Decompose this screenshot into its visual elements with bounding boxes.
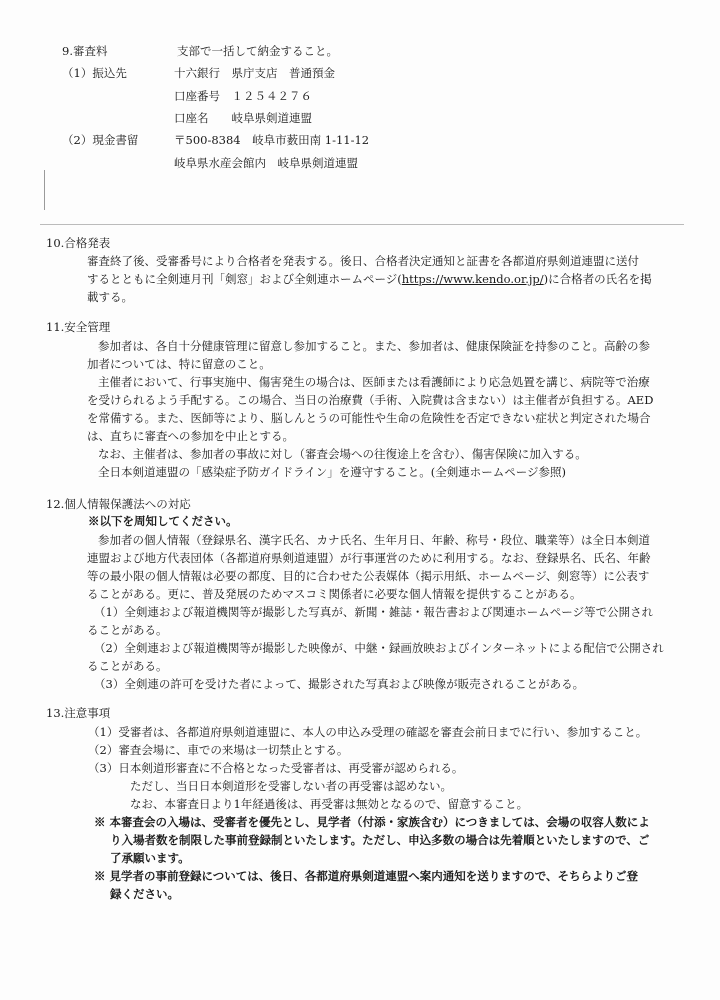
- address-line-2: 岐阜県水産会館内 岐阜県剣道連盟: [174, 156, 358, 170]
- section-9-heading: 9.審査料: [62, 44, 108, 58]
- section-12-line: 等の最小限の個人情報は必要の都度、目的に合わせた公表媒体（掲示用紙、ホームページ、剣窓等）に公表す: [87, 569, 650, 583]
- section-10-heading: 10.合格発表: [46, 236, 111, 250]
- section-13-item: なお、本審査日より1年経過後は、再受審は無効となるので、留意すること。: [130, 797, 529, 811]
- section-12-item: （1）全剣連および報道機関等が撮影した写真が、新聞・雑誌・報告書および関連ホームページ等で公開され: [94, 605, 654, 619]
- section-13-item: （1）受審者は、各都道府県剣道連盟に、本人の申込み受理の確認を審査会前日までに行い、参加すること。: [88, 725, 648, 739]
- kendo-website-link[interactable]: https://www.kendo.or.jp/: [401, 272, 544, 286]
- section-9-description: 支部で一括して納金すること。: [177, 44, 338, 58]
- section-10-line: [87, 272, 652, 287]
- section-13-item: ただし、当日日本剣道形を受審しない者の再受審は認めない。: [130, 779, 452, 793]
- section-12-item: ることがある。: [87, 623, 168, 637]
- section-12-notice: ※以下を周知してください。: [88, 514, 238, 528]
- bank-name: 十六銀行 県庁支店 普通預金: [174, 66, 335, 80]
- section-12-item: （3）全剣連の許可を受けた者によって、撮影された写真および映像が販売されることがある。: [94, 677, 585, 691]
- section-11-heading: 11.安全管理: [46, 320, 111, 334]
- section-11-line: 全日本剣道連盟の「感染症予防ガイドライン」を遵守すること。(全剣連ホームページ参照): [98, 465, 567, 479]
- section-13-note: ※ 本審査会の入場は、受審者を優先とし、見学者（付添・家族含む）につきましては、会場の収容人数によ: [94, 815, 650, 829]
- section-13-item: （3）日本剣道形審査に不合格となった受審者は、再受審が認められる。: [88, 761, 464, 775]
- section-13-note: ※ 見学者の事前登録については、後日、各都道府県剣道連盟へ案内通知を送りますので、そちらよりご登: [94, 869, 639, 883]
- section-12-heading: 12.個人情報保護法への対応: [46, 497, 191, 511]
- section-11-line: なお、主催者は、参加者の事故に対し（審査会場への往復途上を含む）、傷害保険に加入する。: [98, 447, 587, 461]
- section-10-line-part: )に合格者の氏名を掲: [543, 272, 652, 286]
- section-12-line: ることがある。更に、普及発展のためマスコミ関係者に必要な個人情報を提供することがある。: [87, 587, 582, 601]
- section-11-line: を受けられるよう手配する。この場合、当日の治療費（手術、入院費は含まない）は主催者が負担する。AED: [87, 393, 654, 407]
- section-12-item: （2）全剣連および報道機関等が撮影した映像が、中継・録画放映およびインターネットによる配信で公開され: [94, 641, 664, 655]
- section-13-note: 録ください。: [110, 887, 179, 901]
- section-13-note: 了承願います。: [110, 851, 190, 865]
- section-11-line: 加者については、特に留意のこと。: [87, 357, 271, 371]
- section-10-line-part: するとともに全剣連月刊「剣窓」および全剣連ホームページ(: [87, 272, 402, 286]
- account-name: 口座名 岐阜県剣道連盟: [174, 111, 312, 125]
- section-12-line: 参加者の個人情報（登録県名、漢字氏名、カナ氏名、生年月日、年齢、称号・段位、職業等）は全日本剣道: [98, 533, 650, 547]
- scan-divider-line: [40, 224, 684, 225]
- section-13-heading: 13.注意事項: [46, 706, 111, 720]
- account-number: 口座番号 １２５４２７６: [174, 89, 312, 103]
- section-12-line: 連盟および地方代表団体（各都道府県剣道連盟）が行事運営のために利用する。なお、登録県名、氏名、年齢: [87, 551, 651, 565]
- section-11-line: を常備する。また、医師等により、脳しんとうの可能性や生命の危険性を否定できない症状と判定された場合: [87, 411, 651, 425]
- section-11-line: は、直ちに審査への参加を中止とする。: [87, 429, 294, 443]
- section-10-line: 審査終了後、受審番号により合格者を発表する。後日、合格者決定通知と証書を各都道府県剣道連盟に送付: [87, 254, 639, 268]
- scan-edge-line: [44, 170, 45, 210]
- section-10-line: 載する。: [87, 290, 133, 304]
- transfer-label: （1）振込先: [62, 66, 127, 80]
- cash-registered-label: （2）現金書留: [62, 133, 139, 147]
- section-12-item: ることがある。: [87, 659, 168, 673]
- address-line-1: 〒500-8384 岐阜市薮田南 1-11-12: [174, 133, 370, 147]
- section-13-note: り入場者数を制限した事前登録制といたします。ただし、申込多数の場合は先着順といたしますので、ご: [110, 833, 650, 847]
- section-13-item: （2）審査会場に、車での来場は一切禁止とする。: [88, 743, 349, 757]
- section-11-line: 主催者において、行事実施中、傷害発生の場合は、医師または看護師により応急処置を講じ、病院等で治療: [98, 375, 650, 389]
- section-11-line: 参加者は、各自十分健康管理に留意し参加すること。また、参加者は、健康保険証を持参のこと。高齢の参: [98, 339, 650, 353]
